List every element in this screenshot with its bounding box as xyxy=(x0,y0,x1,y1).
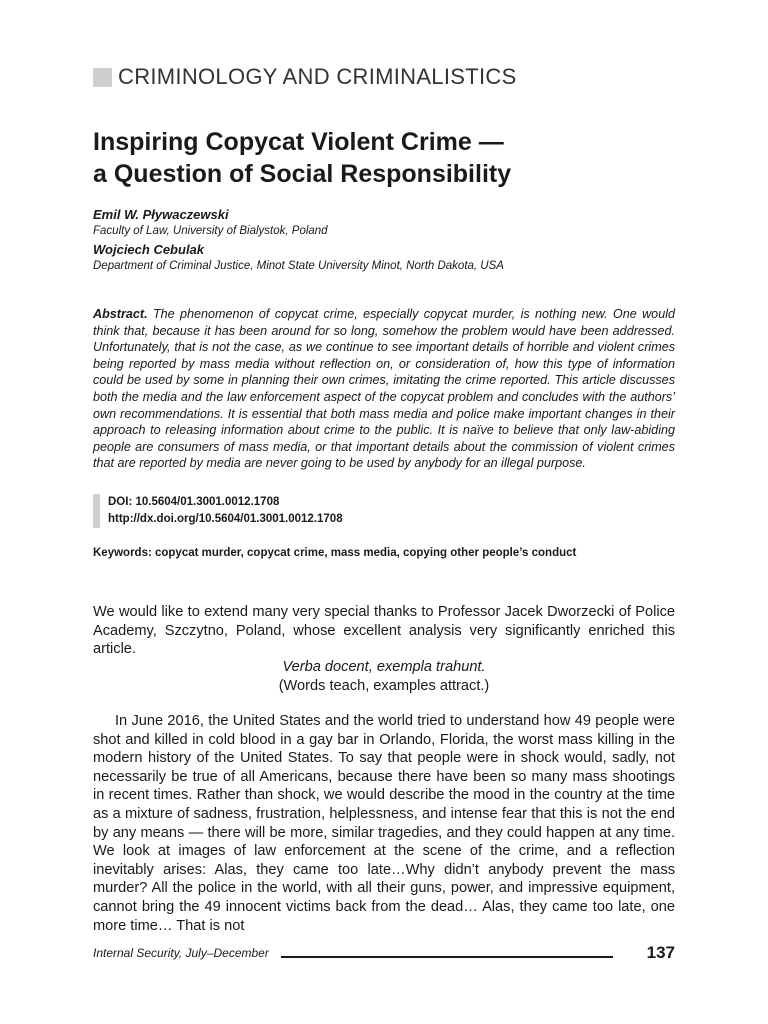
author-name: Emil W. Pływaczewski xyxy=(93,207,229,222)
doi-marker xyxy=(93,494,100,528)
doi-text: DOI: 10.5604/01.3001.0012.1708 xyxy=(108,496,280,508)
footer-journal: Internal Security, July–December xyxy=(93,946,269,960)
keywords: Keywords: copycat murder, copycat crime, mass media, copying other people’s conduct xyxy=(93,547,577,559)
epigraph-translation: (Words teach, examples attract.) xyxy=(278,677,490,694)
author-list xyxy=(93,206,675,276)
journal-page xyxy=(93,0,675,1024)
article-title xyxy=(93,126,675,190)
epigraph-latin: Verba docent, exempla trahunt. xyxy=(282,659,486,675)
doi-link[interactable]: http://dx.doi.org/10.5604/01.3001.0012.1708 xyxy=(108,513,343,525)
author-affiliation: Faculty of Law, University of Bialystok, Poland xyxy=(93,225,328,237)
page-footer xyxy=(93,943,675,967)
author-affiliation: Department of Criminal Justice, Minot State University Minot, North Dakota, USA xyxy=(93,260,504,272)
section-header xyxy=(93,64,517,90)
section-title: CRIMINOLOGY AND CRIMINALISTICS xyxy=(118,64,517,89)
article-title-line1: Inspiring Copycat Violent Crime — xyxy=(93,128,504,156)
epigraph xyxy=(93,658,675,695)
doi-block xyxy=(93,494,343,528)
section-marker xyxy=(93,68,112,87)
body-paragraph: In June 2016, the United States and the world tried to understand how 49 people were shot and killed in cold blood in a gay bar in Orlando, Florida, the worst mass killing in the modern history of the United States. To say that people were in shock would, sadly, not necessarily be true of all Americans, because there have been so many mass shootings in recent times. Rather than shock, we would describe the mood in the country at the time as a mixture of sadness, frustration, helplessness, and intense fear that this is not the end by any means — there will be more, similar tragedies, and they could happen at any time. We look at images of law enforcement at the scene of the crime, and a reflection inevitably arises: Alas, they came too late…Why didn’t anybody prevent the mass murder? All the police in the world, with all their guns, power, and impressive equipment, cannot bring the 49 innocent victims back from the dead… Alas, they came too late, one more time… That is not xyxy=(93,713,675,934)
acknowledgement: We would like to extend many very special thanks to Professor Jacek Dworzecki of Police Academy, Szczytno, Poland, whose excellent analysis very significantly enriched this article. xyxy=(93,604,675,657)
article-title-line2: a Question of Social Responsibility xyxy=(93,160,512,188)
author-name: Wojciech Cebulak xyxy=(93,242,205,257)
page-number: 137 xyxy=(646,943,675,962)
footer-rule xyxy=(281,956,613,958)
abstract-label: Abstract. xyxy=(93,307,148,321)
abstract xyxy=(93,306,675,472)
abstract-text: The phenomenon of copycat crime, especially copycat murder, is nothing new. One would think that, because it has been around for so long, somehow the problem would have been addressed. Unfortunately, that is not the case, as we continue to see important details of horrible and violent crimes being reported by mass media without reflection on, or consideration of, how this type of information could be used by some in planning their own crimes, imitating the crime reported. This article discusses both the media and the law enforcement aspect of the copycat problem and concludes with the authors’ own recommendations. It is essential that both mass media and police make important changes in their approach to releasing information about crime to the public. It is naïve to believe that only law-abiding people are consumers of mass media, or that important details about the commission of violent crimes that are reported by media are never going to be used by anybody for an illegal purpose. xyxy=(93,307,675,471)
